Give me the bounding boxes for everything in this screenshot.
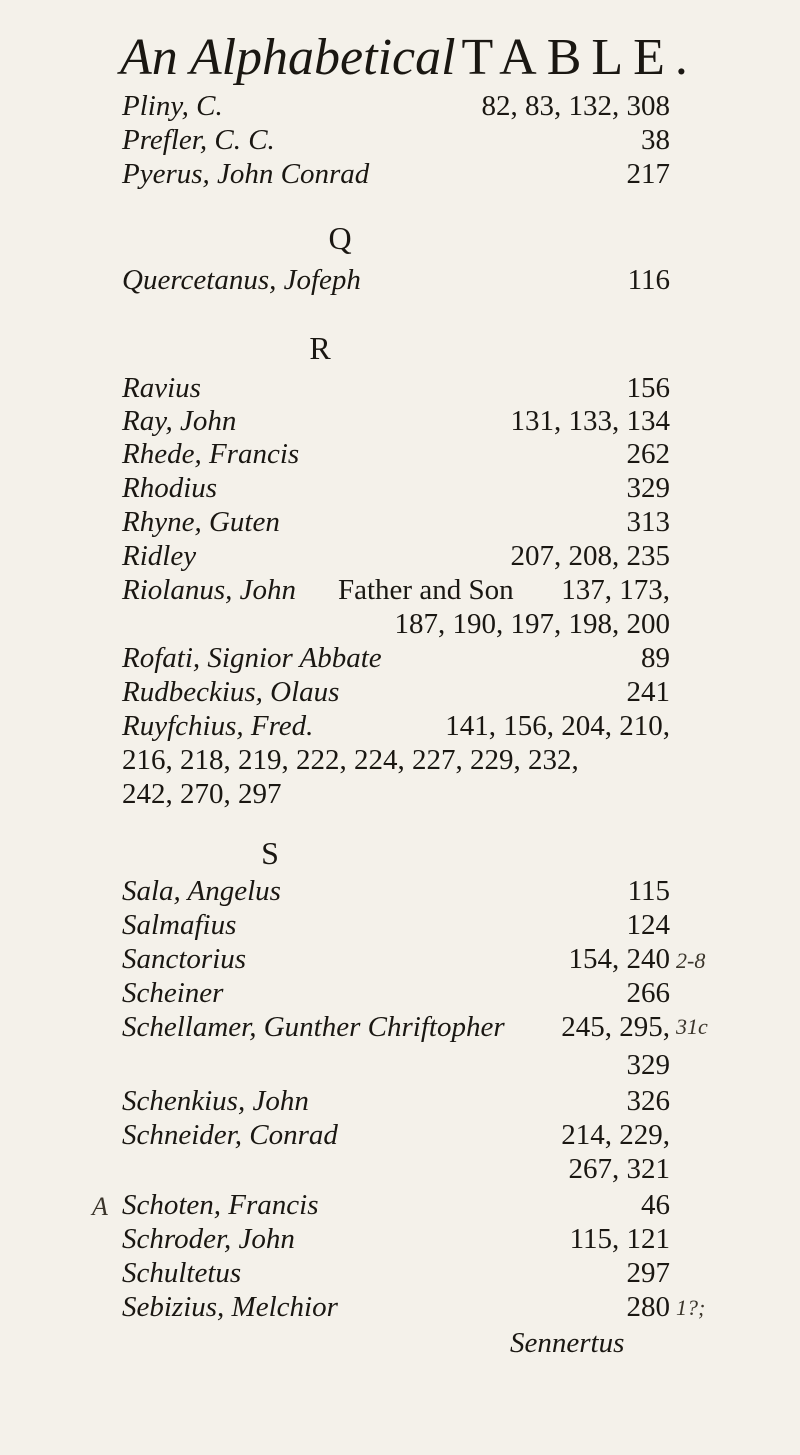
- index-entry: Ray, John 131, 133, 134: [122, 405, 670, 437]
- index-entry: Schoten, Francis 46: [122, 1189, 670, 1221]
- heading-italic: An Alphabetical: [120, 29, 456, 86]
- index-entry: Sala, Angelus 115: [122, 875, 670, 907]
- heading-caps: TABLE.: [461, 29, 698, 86]
- index-entry: Schellamer, Gunther Chriftopher 245, 295,: [122, 1011, 670, 1043]
- index-entry: Rhodius 329: [122, 472, 670, 504]
- index-entry: Sanctorius 154, 240: [122, 943, 670, 975]
- index-entry: Riolanus, John Father and Son 137, 173,: [122, 574, 670, 606]
- index-entry: Scheiner 266: [122, 977, 670, 1009]
- index-entry: Ravius 156: [122, 372, 670, 404]
- margin-mark-a: A: [92, 1192, 108, 1221]
- index-entry: Ridley 207, 208, 235: [122, 540, 670, 572]
- entry-continuation: 242, 270, 297: [122, 778, 282, 810]
- page-heading: [120, 28, 698, 87]
- index-entry: Schneider, Conrad 214, 229,: [122, 1119, 670, 1151]
- index-entry: Quercetanus, Jofeph 116: [122, 264, 670, 296]
- index-entry: Rudbeckius, Olaus 241: [122, 676, 670, 708]
- entry-continuation: 216, 218, 219, 222, 224, 227, 229, 232,: [122, 744, 579, 776]
- index-entry: Pyerus, John Conrad 217: [122, 158, 670, 190]
- section-letter-s: S: [261, 835, 279, 871]
- entry-suffix: Father and Son: [338, 574, 514, 606]
- index-entry: Pliny, C. 82, 83, 132, 308: [122, 90, 670, 122]
- entry-continuation: 187, 190, 197, 198, 200: [394, 608, 670, 640]
- index-entry: Sebizius, Melchior 280: [122, 1291, 670, 1323]
- index-entry: Schroder, John 115, 121: [122, 1223, 670, 1255]
- section-letter-r: R: [309, 330, 331, 366]
- index-entry: Schultetus 297: [122, 1257, 670, 1289]
- index-entry: Salmafius 124: [122, 909, 670, 941]
- index-entry: Rofati, Signior Abbate 89: [122, 642, 670, 674]
- index-entry: Rhede, Francis 262: [122, 438, 670, 470]
- catchword: Sennertus: [510, 1327, 625, 1359]
- entry-continuation: 329: [626, 1049, 670, 1081]
- index-entry: Rhyne, Guten 313: [122, 506, 670, 538]
- index-entry: Prefler, C. C. 38: [122, 124, 670, 156]
- index-entry: Schenkius, John 326: [122, 1085, 670, 1117]
- section-letter-q: Q: [328, 220, 352, 256]
- margin-note: 31c: [676, 1014, 708, 1039]
- index-entry: Ruyfchius, Fred. 141, 156, 204, 210,: [122, 710, 670, 742]
- entry-continuation: 267, 321: [568, 1153, 670, 1185]
- margin-note: 2-8: [676, 948, 706, 973]
- margin-note: 1?;: [676, 1295, 706, 1320]
